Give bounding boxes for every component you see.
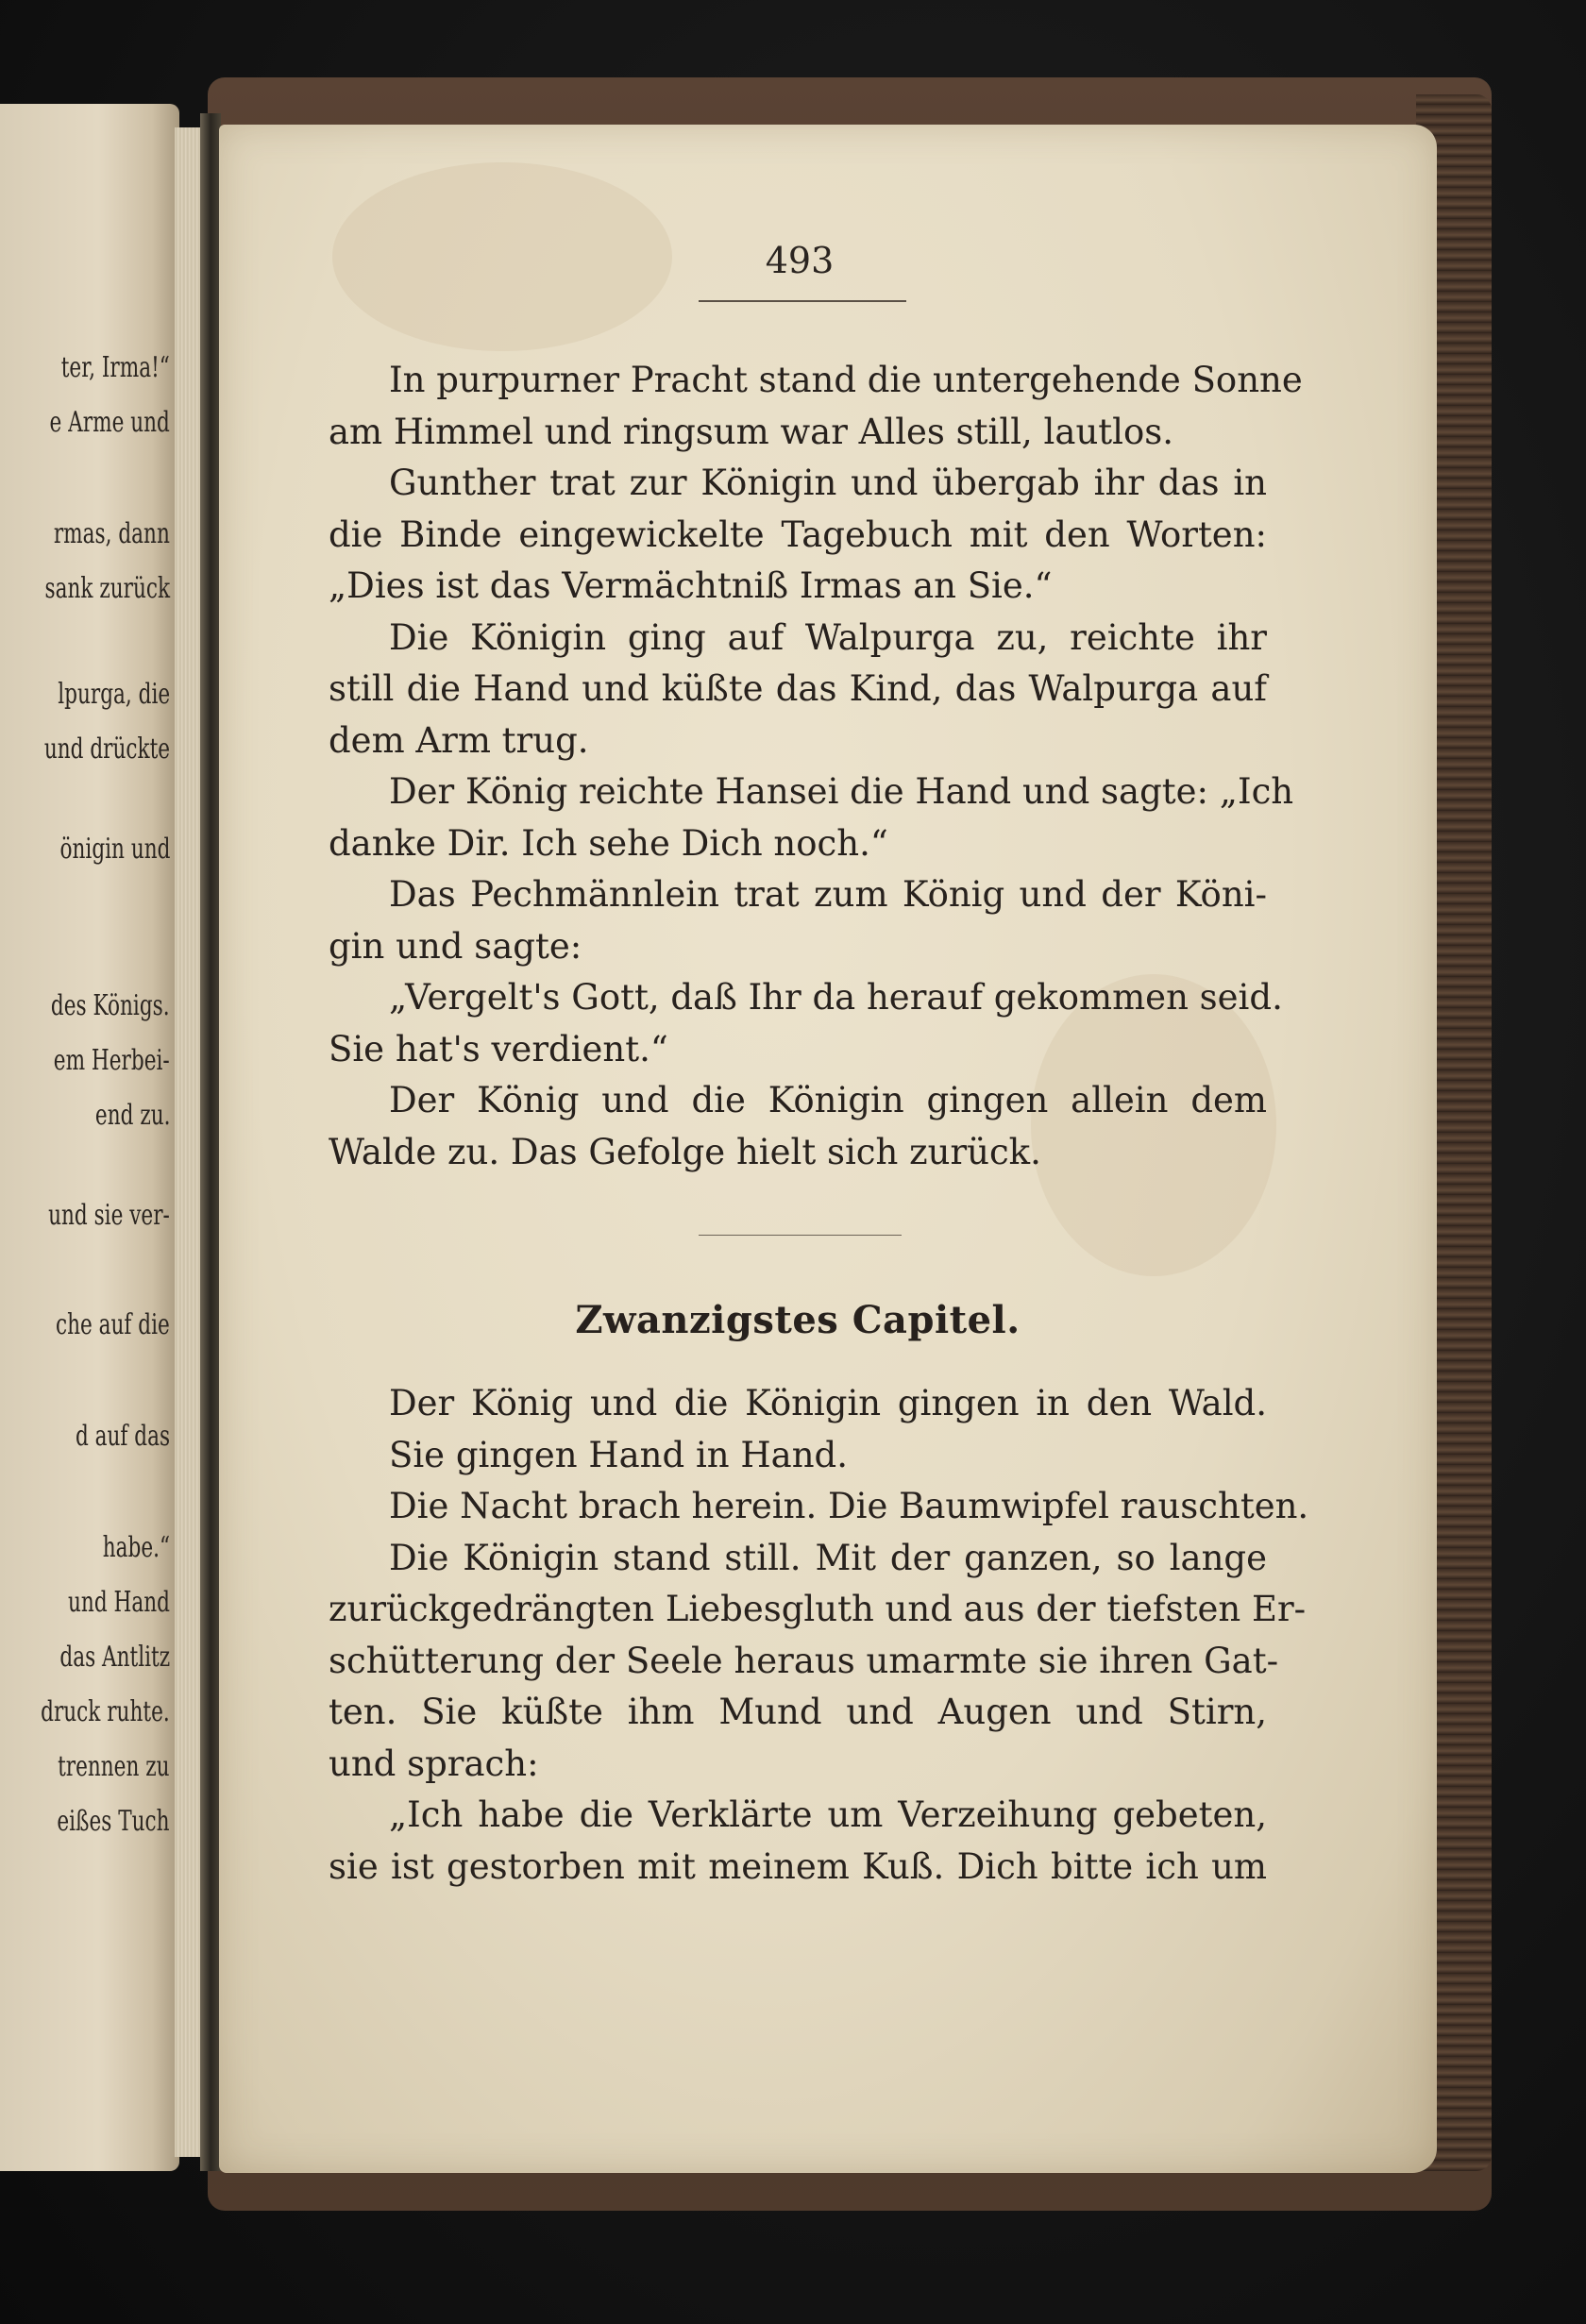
- page-edges: [175, 127, 203, 2157]
- left-page-text-fragment: das Antlitz: [59, 1641, 170, 1674]
- left-page-text-fragment: und drückte: [43, 733, 170, 766]
- left-page-text-fragment: em Herbei-: [54, 1044, 170, 1077]
- left-page-text-fragment: des Königs.: [51, 989, 170, 1022]
- left-page-text-fragment: habe.“: [102, 1531, 170, 1564]
- text-line: zurückgedrängten Liebesgluth und aus der tiefsten Er-: [329, 1589, 1307, 1629]
- section-divider: [699, 1235, 902, 1236]
- header-rule: [699, 300, 906, 302]
- text-line: die Binde eingewickelte Tagebuch mit den Worten:: [329, 514, 1267, 555]
- text-line: Sie hat's verdient.“: [329, 1028, 668, 1069]
- left-page-text-fragment: und sie ver-: [48, 1199, 170, 1232]
- text-line: Die Nacht brach herein. Die Baumwipfel rauschten.: [389, 1486, 1309, 1526]
- left-page-text-fragment: lpurga, die: [58, 678, 170, 711]
- text-line: Das Pechmännlein trat zum König und der Köni-: [389, 874, 1267, 915]
- left-page-text-fragment: trennen zu: [58, 1750, 170, 1783]
- page-stain: [332, 162, 672, 351]
- text-line: still die Hand und küßte das Kind, das Walpurga auf: [329, 668, 1267, 709]
- text-line: und sprach:: [329, 1743, 539, 1784]
- text-line: „Vergelt's Gott, daß Ihr da herauf gekommen seid.: [389, 977, 1283, 1018]
- left-page-text-fragment: rmas, dann: [53, 517, 170, 550]
- text-line: Der König und die Königin gingen allein dem: [389, 1080, 1267, 1120]
- left-page-text-fragment: önigin und: [59, 833, 170, 866]
- text-line: ten. Sie küßte ihm Mund und Augen und Stirn,: [329, 1692, 1267, 1732]
- left-page-text-fragment: ter, Irma!“: [60, 351, 170, 384]
- left-page-text-fragment: d auf das: [75, 1420, 170, 1453]
- left-page-text-fragment: end zu.: [94, 1099, 170, 1132]
- text-line: „Ich habe die Verklärte um Verzeihung gebeten,: [389, 1794, 1267, 1835]
- text-line: am Himmel und ringsum war Alles still, lautlos.: [329, 411, 1174, 452]
- text-line: gin und sagte:: [329, 925, 582, 967]
- text-line: Walde zu. Das Gefolge hielt sich zurück.: [329, 1131, 1041, 1172]
- book-gutter: [200, 113, 221, 2171]
- text-line: dem Arm trug.: [329, 719, 589, 761]
- text-line: danke Dir. Ich sehe Dich noch.“: [329, 822, 888, 864]
- left-page-text-fragment: eißes Tuch: [57, 1805, 170, 1838]
- text-line: Sie gingen Hand in Hand.: [389, 1434, 848, 1475]
- chapter-title: Zwanzigstes Capitel.: [575, 1298, 1021, 1342]
- text-line: schütterung der Seele heraus umarmte sie ihren Gat-: [329, 1640, 1279, 1681]
- left-page-text-fragment: druck ruhte.: [41, 1695, 170, 1728]
- page-number: 493: [765, 240, 835, 281]
- left-page-text-fragment: e Arme und: [49, 406, 170, 439]
- text-line: Gunther trat zur Königin und übergab ihr das in: [389, 463, 1267, 503]
- text-line: Die Königin stand still. Mit der ganzen, so lange: [389, 1537, 1267, 1578]
- text-line: In purpurner Pracht stand die untergehende Sonne: [389, 360, 1303, 400]
- left-page-text-fragment: und Hand: [68, 1586, 170, 1619]
- text-line: Die Königin ging auf Walpurga zu, reichte ihr: [389, 616, 1267, 658]
- text-line: Der König reichte Hansei die Hand und sagte: „Ich: [389, 771, 1294, 812]
- text-line: Der König und die Königin gingen in den Wald.: [389, 1383, 1267, 1423]
- left-page: [0, 104, 179, 2171]
- left-page-text-fragment: che auf die: [56, 1308, 170, 1341]
- text-line: „Dies ist das Vermächtniß Irmas an Sie.“: [329, 565, 1053, 606]
- left-page-text-fragment: sank zurück: [44, 572, 170, 605]
- text-line: sie ist gestorben mit meinem Kuß. Dich bitte ich um: [329, 1845, 1267, 1887]
